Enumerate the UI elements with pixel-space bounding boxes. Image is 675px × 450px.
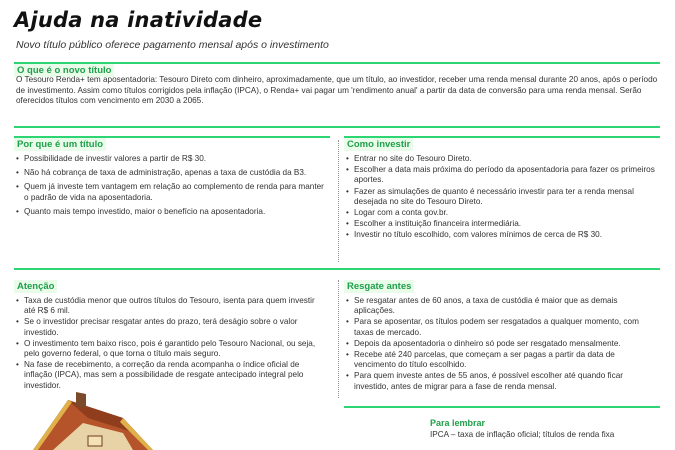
left-top-list (16, 154, 326, 221)
house-chimney (76, 392, 86, 408)
intro-bottom-rule (14, 126, 660, 128)
intro-heading: O que é o novo título (14, 64, 114, 77)
glossary-text: IPCA – taxa de inflação oficial; títulos de renda fixa (430, 430, 615, 439)
list-item: • Logar com a conta gov.br. (346, 208, 656, 218)
list-item: • Escolher a instituição financeira intermediária. (346, 219, 656, 229)
left-top-heading: Por que é um título (14, 138, 106, 151)
list-item: • Quem já investe tem vantagem em relação ao complemento de renda para manter o padrão de vida na aposentadoria. (16, 182, 326, 202)
glossary-heading: Para lembrar (430, 418, 486, 428)
column-divider-bottom (338, 280, 339, 398)
column-divider-top (338, 140, 339, 262)
left-bottom-heading: Atenção (14, 280, 57, 293)
list-item: • Fazer as simulações de quanto é necessário investir para ter a renda mensal desejada no site do Tesouro Direto. (346, 187, 656, 207)
list-item: • Taxa de custódia menor que outros títulos do Tesouro, isenta para quem investir até R$ 6 mil. (16, 296, 326, 316)
list-item: • O investimento tem baixo risco, pois é garantido pelo Tesouro Nacional, ou seja, pelo governo federal, o que torna o título mais seguro. (16, 339, 326, 359)
list-item: • Depois da aposentadoria o dinheiro só pode ser resgatado mensalmente. (346, 339, 656, 349)
page-subtitle: Novo título público oferece pagamento mensal após o investimento (16, 39, 329, 51)
right-bottom-list (346, 296, 656, 393)
list-item: • Para quem investe antes de 55 anos, é possível escolher até quando ficar investido, antes de migrar para a fase de renda mensal. (346, 371, 656, 391)
list-item: • Recebe até 240 parcelas, que começam a ser pagas a partir da data de vencimento do título escolhido. (346, 350, 656, 370)
list-item: • Para se aposentar, os títulos podem ser resgatados a qualquer momento, com taxas de mercado. (346, 317, 656, 337)
list-item: • Entrar no site do Tesouro Direto. (346, 154, 656, 164)
middle-rule (14, 268, 660, 270)
list-item: • Possibilidade de investir valores a partir de R$ 30. (16, 154, 326, 164)
list-item: • Escolher a data mais próxima do período da aposentadoria para fazer os primeiros aportes. (346, 165, 656, 185)
list-item: • Investir no título escolhido, com valores mínimos de cerca de R$ 30. (346, 230, 656, 240)
right-bottom-heading: Resgate antes (344, 280, 414, 293)
right-top-list (346, 154, 656, 242)
list-item: • Se resgatar antes de 60 anos, a taxa de custódia é maior que as demais aplicações. (346, 296, 656, 316)
intro-paragraph: O Tesouro Renda+ tem aposentadoria: Tesouro Direto com dinheiro, aproximadamente, que um título, ao investidor, receber uma renda mensal durante 20 anos, após o período de investimento. Assim como títulos corrigidos pela inflação (IPCA), o Renda+ vai pagar um 'rendimento anual' a partir da data de conversão para uma renda mensal. Serão oferecidos títulos com vencimento em 2030 a 2065. (16, 75, 658, 105)
house-illustration (28, 378, 158, 450)
list-item: • Quanto mais tempo investido, maior o benefício na aposentadoria. (16, 207, 326, 217)
page-title: Ajuda na inatividade (14, 8, 263, 32)
house-window (88, 436, 102, 446)
list-item: • Não há cobrança de taxa de administração, apenas a taxa de custódia da B3. (16, 168, 326, 178)
right-bottom-rule (344, 406, 660, 408)
list-item: • Na fase de recebimento, a correção da renda acompanha o índice oficial de inflação (IPCA), mas sem a possibilidade de resgate antecipado integral pelo investidor. (16, 360, 326, 391)
right-top-heading: Como investir (344, 138, 413, 151)
list-item: • Se o investidor precisar resgatar antes do prazo, terá deságio sobre o valor investido. (16, 317, 326, 337)
